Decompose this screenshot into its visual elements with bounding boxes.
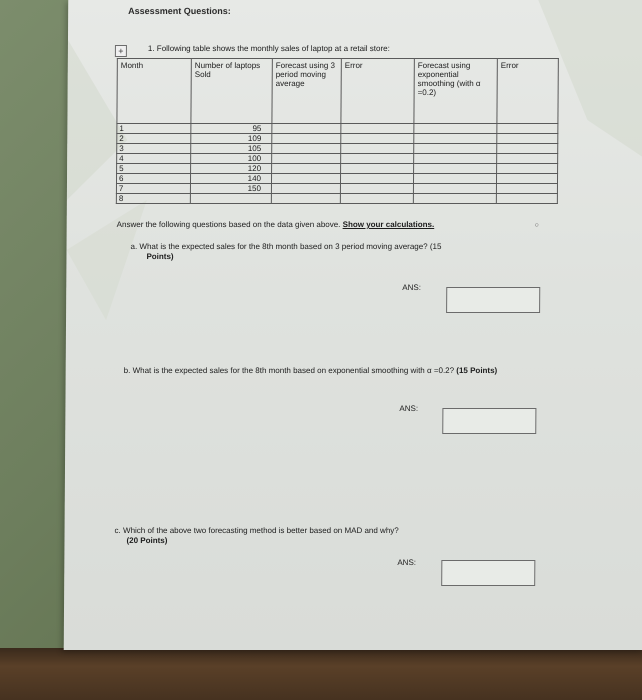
- desk-wood-edge: [0, 648, 642, 700]
- cell-empty[interactable]: [271, 184, 340, 194]
- cell-empty[interactable]: [341, 134, 414, 144]
- cell-sold: 120: [191, 164, 272, 174]
- cell-empty[interactable]: [272, 154, 341, 164]
- question-c: [114, 526, 554, 546]
- cell-empty[interactable]: [340, 194, 413, 204]
- question-1-text: 1. Following table shows the monthly sales of laptop at a retail store:: [147, 44, 390, 53]
- question-a-points: Points): [146, 252, 174, 261]
- header-moving-average: Forecast using 3 period moving average: [272, 59, 341, 124]
- cell-empty[interactable]: [340, 184, 413, 194]
- cell-month: 2: [117, 134, 191, 144]
- page-heading: Assessment Questions:: [128, 6, 231, 16]
- cell-month: 3: [117, 144, 191, 154]
- anchor-mark: ○: [534, 222, 539, 229]
- header-error-1: Error: [341, 59, 414, 124]
- question-c-ans-label: ANS:: [397, 558, 417, 567]
- question-b: [124, 366, 564, 376]
- cell-empty[interactable]: [497, 154, 558, 164]
- table-row: [117, 164, 558, 174]
- cell-empty[interactable]: [414, 164, 497, 174]
- cell-sold: 105: [191, 144, 272, 154]
- table-header-row: [117, 59, 558, 124]
- cell-empty[interactable]: [497, 164, 558, 174]
- cell-empty[interactable]: [497, 124, 558, 134]
- cell-empty[interactable]: [413, 194, 496, 204]
- cell-sold: 100: [191, 154, 272, 164]
- cell-empty[interactable]: [414, 134, 497, 144]
- sales-table: [116, 58, 559, 204]
- question-b-prefix: b.: [123, 366, 131, 375]
- cell-month: 4: [117, 154, 191, 164]
- cell-sold: 109: [191, 134, 272, 144]
- cell-empty[interactable]: [497, 144, 558, 154]
- cell-empty[interactable]: [496, 184, 557, 194]
- cell-month: 7: [116, 184, 190, 194]
- question-a-answer-box[interactable]: [446, 287, 540, 313]
- cell-empty[interactable]: [341, 154, 414, 164]
- cell-sold: 140: [190, 174, 271, 184]
- question-b-answer-box[interactable]: [442, 408, 536, 434]
- header-laptops-sold: Number of laptops Sold: [191, 59, 272, 124]
- question-a: [130, 242, 550, 262]
- question-a-prefix: a.: [130, 242, 138, 251]
- table-row: [116, 194, 557, 204]
- question-b-ans-label: ANS:: [399, 404, 419, 413]
- cell-empty[interactable]: [340, 174, 413, 184]
- header-exponential-smoothing: Forecast using exponential smoothing (with α =0.2): [414, 59, 497, 124]
- plus-icon[interactable]: +: [115, 45, 127, 57]
- answer-instructions-text: Answer the following questions based on the data given above.: [116, 220, 341, 229]
- question-b-text: What is the expected sales for the 8th month based on exponential smoothing with α =0.2?: [132, 366, 455, 375]
- cell-empty[interactable]: [272, 124, 341, 134]
- cell-empty[interactable]: [272, 144, 341, 154]
- cell-month: 5: [117, 164, 191, 174]
- cell-empty[interactable]: [272, 134, 341, 144]
- cell-empty[interactable]: [341, 144, 414, 154]
- cell-month: 1: [117, 124, 191, 134]
- cell-empty[interactable]: [341, 164, 414, 174]
- table-row: [116, 174, 557, 184]
- table-row: [117, 134, 558, 144]
- question-a-text: What is the expected sales for the 8th month based on 3 period moving average? (15: [139, 242, 442, 251]
- cell-empty[interactable]: [497, 134, 558, 144]
- cell-empty[interactable]: [414, 154, 497, 164]
- cell-sold: 95: [191, 124, 272, 134]
- question-c-text: Which of the above two forecasting method is better based on MAD and why?: [123, 526, 399, 535]
- cell-empty[interactable]: [413, 174, 496, 184]
- answer-instructions: [117, 220, 435, 229]
- cell-month: 8: [116, 194, 190, 204]
- cell-sold: 150: [190, 184, 271, 194]
- cell-empty[interactable]: [272, 164, 341, 174]
- header-error-2: Error: [497, 59, 558, 124]
- table-row: [117, 144, 558, 154]
- cell-empty[interactable]: [496, 194, 557, 204]
- question-b-points: (15 Points): [456, 366, 498, 375]
- cell-empty[interactable]: [413, 184, 496, 194]
- table-row: [117, 124, 558, 134]
- cell-empty[interactable]: [496, 174, 557, 184]
- question-c-answer-box[interactable]: [441, 560, 535, 586]
- question-c-prefix: c.: [114, 526, 121, 535]
- cell-month: 6: [116, 174, 190, 184]
- cell-empty[interactable]: [341, 124, 414, 134]
- show-calculations-text: Show your calculations.: [342, 220, 435, 229]
- question-a-ans-label: ANS:: [402, 283, 421, 292]
- question-c-points: (20 Points): [126, 536, 168, 545]
- cell-empty[interactable]: [271, 194, 340, 204]
- assessment-paper: [64, 0, 642, 650]
- table-row: [116, 184, 557, 194]
- cell-empty[interactable]: [271, 174, 340, 184]
- cell-empty[interactable]: [414, 144, 497, 154]
- cell-sold: [190, 194, 271, 204]
- header-month: Month: [117, 59, 191, 124]
- cell-empty[interactable]: [414, 124, 497, 134]
- table-row: [117, 154, 558, 164]
